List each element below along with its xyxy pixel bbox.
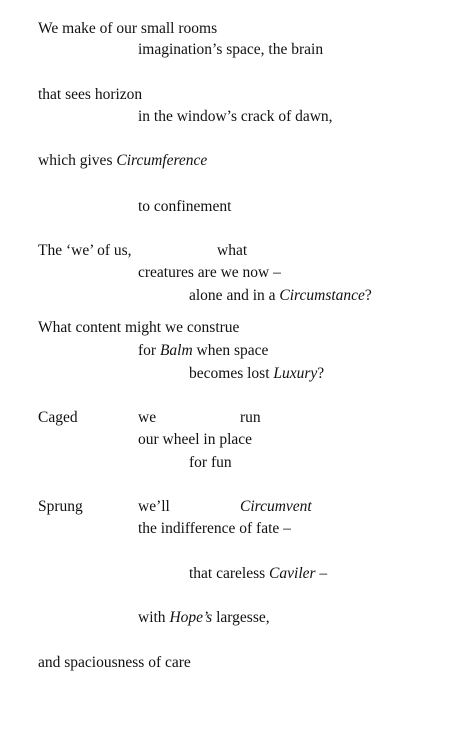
poem-emphasis: Hope’s xyxy=(169,609,213,626)
poem-line xyxy=(189,366,324,382)
poem-line-fragment: what xyxy=(217,242,248,259)
poem-line: that sees horizon xyxy=(38,86,143,103)
poem-line xyxy=(38,153,207,169)
poem-line-fragment: Circumvent xyxy=(240,498,312,515)
poem-line: our wheel in place xyxy=(138,431,253,448)
poem-line: imagination’s space, the brain xyxy=(138,41,324,58)
poem-line: Sprung xyxy=(38,498,83,515)
poem-line xyxy=(189,288,372,304)
poem-text: largesse, xyxy=(212,609,270,626)
poem-line xyxy=(138,610,270,626)
poem-emphasis: Luxury xyxy=(273,365,318,382)
poem-emphasis: Balm xyxy=(159,342,193,359)
poem-emphasis: Circumstance xyxy=(279,287,365,304)
poem-line-fragment: we xyxy=(138,409,157,426)
poem-line: in the window’s crack of dawn, xyxy=(138,108,333,125)
poem-text: ? xyxy=(364,287,372,304)
poem-text: ? xyxy=(317,365,325,382)
poem-line: for fun xyxy=(189,454,232,471)
poem-line: and spaciousness of care xyxy=(38,654,191,671)
poem-line: creatures are we now – xyxy=(138,264,281,281)
poem-text: – xyxy=(315,565,328,582)
poem-text: with xyxy=(138,609,170,626)
poem-text: that careless xyxy=(189,565,270,582)
poem-line-fragment: run xyxy=(240,409,261,426)
poem-text: when space xyxy=(192,342,269,359)
poem-line: to confinement xyxy=(138,198,232,215)
poem-line: Caged xyxy=(38,409,78,426)
poem-emphasis: Circumference xyxy=(116,152,208,169)
poem-line: We make of our small rooms xyxy=(38,20,218,37)
poem-text: which gives xyxy=(38,152,117,169)
poem-text: alone and in a xyxy=(189,287,280,304)
poem-line-fragment: we’ll xyxy=(138,498,170,515)
poem-line: the indifference of fate – xyxy=(138,520,291,537)
poem-text: for xyxy=(138,342,160,359)
poem-line xyxy=(138,343,268,359)
poem-line: The ‘we’ of us, xyxy=(38,242,132,259)
poem-line xyxy=(189,566,327,582)
poem-text: becomes lost xyxy=(189,365,274,382)
poem-line: What content might we construe xyxy=(38,319,240,336)
poem-emphasis: Caviler xyxy=(269,565,316,582)
